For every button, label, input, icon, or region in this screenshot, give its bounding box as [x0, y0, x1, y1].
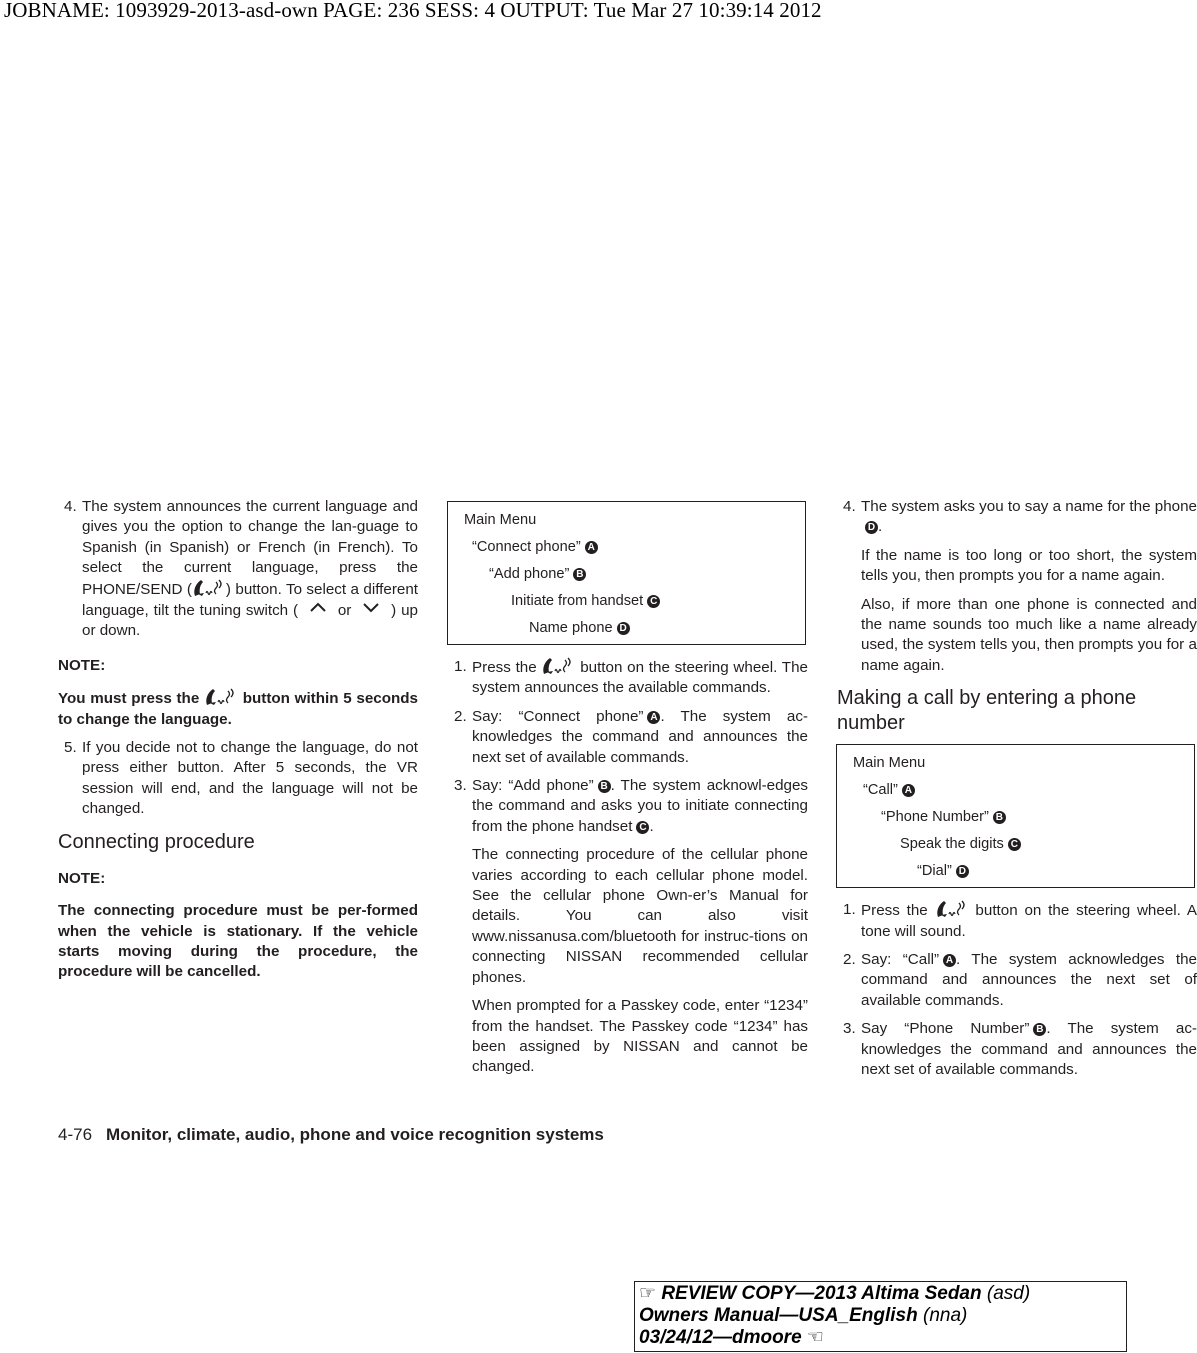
review-stamp: [634, 1281, 1127, 1352]
phone-send-icon: [192, 579, 226, 597]
menu-label: Initiate from handset: [511, 593, 644, 609]
callout-badge: B: [1033, 1023, 1046, 1036]
menu-row: [464, 507, 805, 534]
page-number: 4-76: [58, 1125, 93, 1144]
menu-row: [464, 534, 805, 561]
list-item: [448, 776, 808, 837]
item-number: 5.: [64, 739, 77, 757]
item-text: . The system acknowledges the command and announces the next set of available commands.: [861, 951, 1197, 1009]
review-code: (asd): [986, 1283, 1031, 1304]
callout-badge: C: [647, 595, 660, 608]
callout-badge: D: [865, 521, 878, 534]
paragraph: When prompted for a Passkey code, enter “1234” from the handset. The Passkey code “1234” has been assigned by NISSAN and cannot be changed.: [472, 997, 808, 1076]
item-number: 1.: [454, 658, 467, 675]
phone-send-icon: [935, 900, 969, 918]
item-number: 3.: [843, 1020, 856, 1038]
callout-badge: B: [993, 811, 1006, 824]
chevron-up-icon: [303, 600, 333, 614]
column-1: [58, 497, 418, 991]
item-text: Say: “Call”: [861, 951, 940, 969]
menu-tree-box: [836, 744, 1195, 888]
item-number: 2.: [843, 951, 856, 969]
review-date: 03/24/12—dmoore: [639, 1327, 802, 1348]
section-heading: Connecting procedure: [58, 830, 255, 853]
item-text: The system asks you to say a name for the phone: [861, 498, 1197, 515]
list-item: [837, 950, 1197, 1011]
menu-label: “Phone Number”: [881, 809, 989, 826]
note-text-b: button within 5 seconds to change the language.: [58, 690, 418, 728]
item-text: Press the: [861, 902, 928, 920]
item-text: If you decide not to change the language, do not press either button. After 5 seconds, the VR session will end, and the language will not be changed.: [82, 739, 418, 818]
item-text: Press the: [472, 659, 537, 676]
item-text: . The system acknowl-edges the command and asks you to initiate connecting from the phone handset: [472, 777, 809, 835]
menu-row: [853, 804, 1194, 831]
item-number: 4.: [843, 498, 856, 515]
pointing-hand-icon: ☜: [806, 1327, 824, 1348]
job-header: JOBNAME: 1093929-2013-asd-own PAGE: 236 SESS: 4 OUTPUT: Tue Mar 27 10:39:14 2012: [4, 0, 822, 22]
callout-badge: A: [943, 954, 956, 967]
item-text: ) up or down.: [82, 602, 418, 640]
menu-label: Main Menu: [853, 755, 926, 772]
item-text: .: [878, 518, 883, 536]
review-line-3: [639, 1327, 1122, 1349]
note-label: NOTE:: [58, 869, 106, 887]
paragraph: The connecting procedure of the cellular phone varies according to each cellular phone model. See the cellular phone Own-er’s Manual for details. You can also visit www.nissanusa.com/bluetooth for instruc-tions on connecting NISSAN recommended cellular phones.: [472, 846, 808, 986]
item-number: 3.: [454, 777, 467, 795]
item-text: . The system ac-knowledges the command and announces the next set of available commands.: [472, 707, 808, 766]
paragraph: If the name is too long or too short, the system tells you, then prompts you for a name again.: [861, 546, 1197, 585]
menu-label: “Dial”: [917, 863, 952, 880]
item-number: 2.: [454, 707, 467, 725]
review-line-1: [639, 1283, 1122, 1305]
callout-badge: A: [585, 541, 598, 554]
menu-row: [853, 831, 1194, 858]
callout-badge: D: [956, 865, 969, 878]
menu-row: [464, 615, 805, 642]
phone-send-icon: [204, 688, 238, 706]
list-item: [837, 497, 1197, 538]
note-label: NOTE:: [58, 656, 106, 674]
item-text: .: [649, 817, 654, 835]
item-text: The system announces the current language and gives you the option to change the lan-guage to Spanish (in Spanish) or French (in French). To select the current language, press the PHONE/SEND (: [82, 498, 418, 598]
page-footer: [58, 1125, 604, 1145]
note-text: [58, 688, 418, 730]
callout-badge: B: [598, 780, 611, 793]
review-lang-code: (nna): [923, 1305, 968, 1326]
item-text: Say: “Add phone”: [472, 777, 594, 795]
item-text: button on the steering wheel. The system announces the available commands.: [472, 659, 808, 697]
hand-pointer-icon: ☞: [639, 1283, 657, 1304]
item-text: or: [337, 602, 352, 620]
column-3: [837, 497, 1197, 1089]
menu-row: [853, 858, 1194, 885]
item-text: Say “Phone Number”: [861, 1020, 1030, 1038]
note-text: The connecting procedure must be per-formed when the vehicle is stationary. If the vehicle starts moving during the procedure, the procedure will be cancelled.: [58, 902, 418, 981]
list-item: [448, 657, 808, 699]
review-title: REVIEW COPY—2013 Altima Sedan: [661, 1283, 982, 1304]
list-item: [837, 1019, 1197, 1080]
list-item: [837, 900, 1197, 942]
list-item: [448, 707, 808, 768]
phone-send-icon: [541, 657, 575, 675]
item-text: . The system ac-knowledges the command and announces the next set of available commands.: [861, 1020, 1197, 1079]
menu-row: [464, 588, 805, 615]
callout-badge: C: [636, 821, 649, 834]
menu-label: “Add phone”: [489, 566, 570, 582]
menu-row: [853, 750, 1194, 777]
item-number: 1.: [843, 901, 856, 919]
menu-label: Name phone: [529, 620, 613, 636]
chevron-down-icon: [356, 600, 386, 614]
menu-label: Main Menu: [464, 512, 537, 528]
callout-badge: A: [902, 784, 915, 797]
menu-label: “Call”: [863, 782, 898, 799]
menu-label: “Connect phone”: [472, 539, 581, 555]
item-number: 4.: [64, 498, 77, 515]
menu-tree-box: [447, 501, 806, 645]
review-manual: Owners Manual—USA_English: [639, 1305, 918, 1326]
menu-row: [464, 561, 805, 588]
menu-row: [853, 777, 1194, 804]
paragraph: Also, if more than one phone is connected and the name sounds too much like a name already used, the system tells you, then prompts you for a name again.: [861, 595, 1197, 674]
list-item: [58, 738, 418, 820]
chapter-title: Monitor, climate, audio, phone and voice recognition systems: [106, 1125, 604, 1144]
callout-badge: A: [647, 711, 660, 724]
callout-badge: C: [1008, 838, 1021, 851]
item-text: button on the steering wheel. A tone will sound.: [861, 902, 1197, 940]
note-text-a: You must press the: [58, 690, 200, 708]
callout-badge: D: [617, 622, 630, 635]
menu-label: Speak the digits: [900, 836, 1004, 853]
column-2: [448, 497, 808, 1086]
review-line-2: [639, 1305, 1122, 1327]
section-heading: Making a call by entering a phone number: [837, 687, 1137, 735]
list-item: [58, 497, 418, 642]
callout-badge: B: [573, 568, 586, 581]
item-text: Say: “Connect phone”: [472, 707, 644, 725]
item-text: ) button. To select a different language, tilt the tuning switch (: [82, 580, 418, 620]
